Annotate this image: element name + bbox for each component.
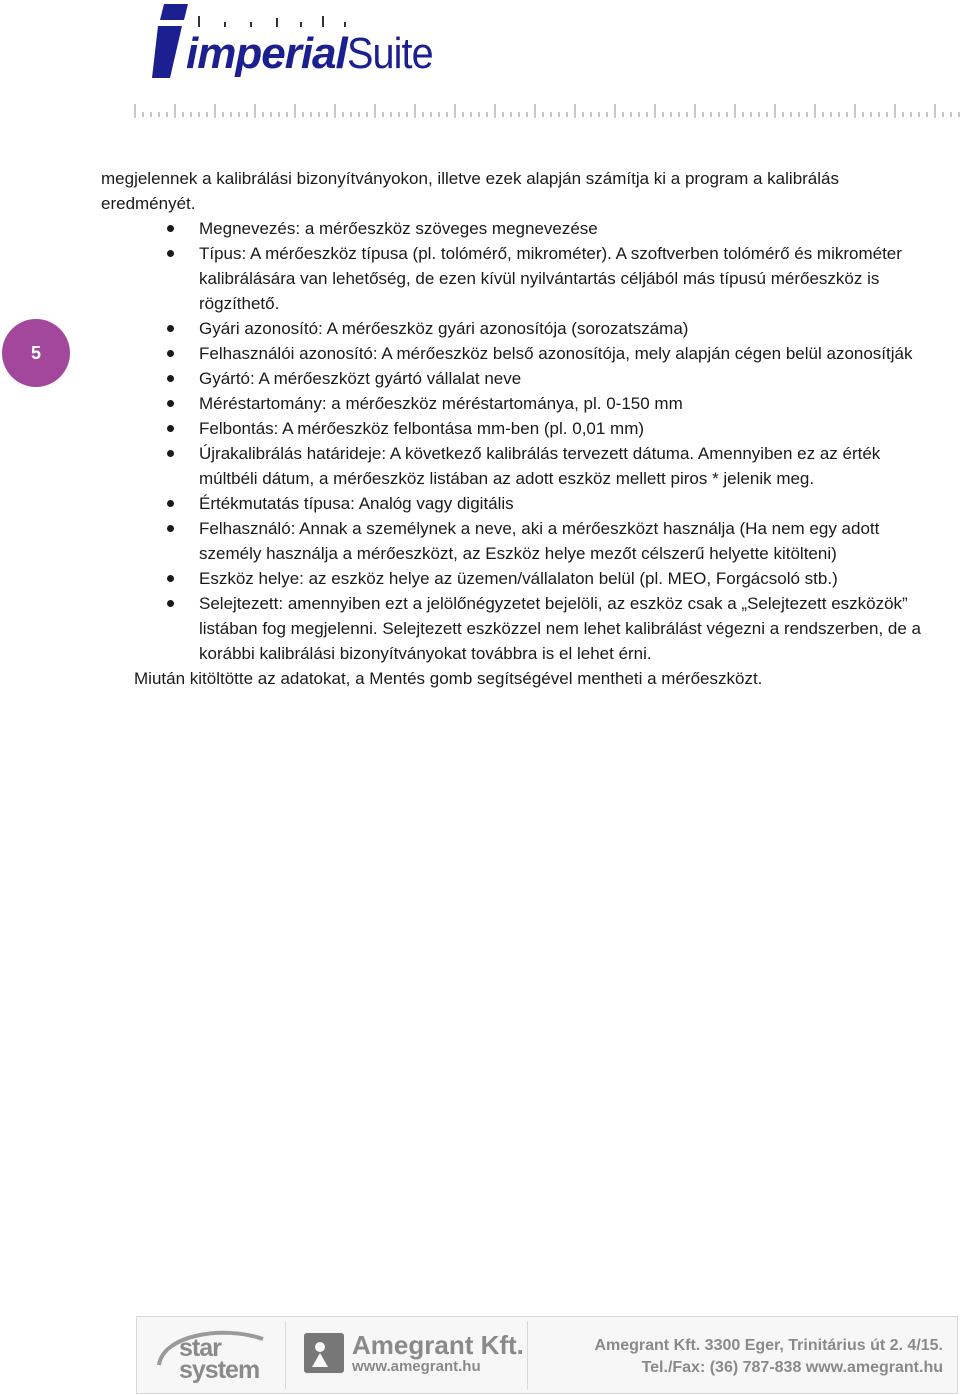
logo-imperial-text: imperial — [186, 29, 347, 78]
footer-banner — [136, 1316, 958, 1394]
list-item: Megnevezés: a mérőeszköz szöveges megnevezése — [101, 216, 921, 241]
list-item: Eszköz helye: az eszköz helye az üzemen/vállalaton belül (pl. MEO, Forgácsoló stb.) — [101, 566, 921, 591]
amegrant-mark-icon — [304, 1333, 344, 1373]
star-line2: system — [179, 1356, 260, 1384]
list-item: Felhasználó: Annak a személynek a neve, aki a mérőeszközt használja (Ha nem egy adott személy használja a mérőeszközt, az Eszköz helye mezőt célszerű helyette kitölteni) — [101, 516, 921, 566]
star-system-text — [179, 1334, 260, 1384]
amegrant-name: Amegrant Kft. — [352, 1330, 524, 1360]
list-item: Méréstartomány: a mérőeszköz méréstartománya, pl. 0-150 mm — [101, 391, 921, 416]
footer-divider — [285, 1321, 286, 1389]
logo-wordmark — [186, 30, 442, 78]
amegrant-website: www.amegrant.hu — [352, 1358, 481, 1375]
star-line1: star — [179, 1334, 221, 1362]
list-item: Típus: A mérőeszköz típusa (pl. tolómérő, mikrométer). A szoftverben tolómérő és mikrométer kalibrálására van lehetőség, de ezen kívül nyilvántartás céljából más típusú mérőeszköz is rögzíthető. — [101, 241, 921, 316]
contact-address: Amegrant Kft. 3300 Eger, Trinitárius út 2. 4/15. — [594, 1337, 943, 1354]
contact-info — [547, 1335, 943, 1379]
logo-ticks-decoration — [196, 14, 376, 28]
list-item: Selejtezett: amennyiben ezt a jelölőnégyzetet bejelöli, az eszköz csak a „Selejtezett eszközök” listában fog megjelenni. Selejtezett eszközzel nem lehet kalibrálást végezni a rendszerben, de a korábbi kalibrálási bizonyítványokat továbbra is el lehet érni. — [101, 591, 921, 666]
contact-phone: Tel./Fax: (36) 787-838 www.amegrant.hu — [641, 1359, 943, 1376]
page-number-badge: 5 — [2, 319, 70, 387]
intro-paragraph: megjelennek a kalibrálási bizonyítványokon, illetve ezek alapján számítja ki a program a kalibrálás eredményét. — [101, 169, 839, 213]
logo-i-mark-icon — [152, 4, 190, 78]
list-item: Értékmutatás típusa: Analóg vagy digitális — [101, 491, 921, 516]
footer-divider — [527, 1321, 528, 1389]
list-item: Felhasználói azonosító: A mérőeszköz belső azonosítója, mely alapján cégen belül azonosítják — [101, 341, 921, 366]
imperial-suite-logo — [152, 4, 433, 84]
list-item: Felbontás: A mérőeszköz felbontása mm-ben (pl. 0,01 mm) — [101, 416, 921, 441]
header-ruler-decoration — [130, 98, 960, 120]
list-item: Újrakalibrálás határideje: A következő kalibrálás tervezett dátuma. Amennyiben ez az érték múltbéli dátum, a mérőeszköz listában az adott eszköz mellett piros * jelenik meg. — [101, 441, 921, 491]
field-list — [101, 216, 921, 666]
star-system-logo — [153, 1325, 278, 1385]
logo-suite-text: Suite — [346, 29, 433, 78]
list-item: Gyári azonosító: A mérőeszköz gyári azonosítója (sorozatszáma) — [101, 316, 921, 341]
list-item: Gyártó: A mérőeszközt gyártó vállalat neve — [101, 366, 921, 391]
document-body — [101, 166, 921, 691]
closing-paragraph: Miután kitöltötte az adatokat, a Mentés gomb segítségével mentheti a mérőeszközt. — [134, 669, 763, 688]
